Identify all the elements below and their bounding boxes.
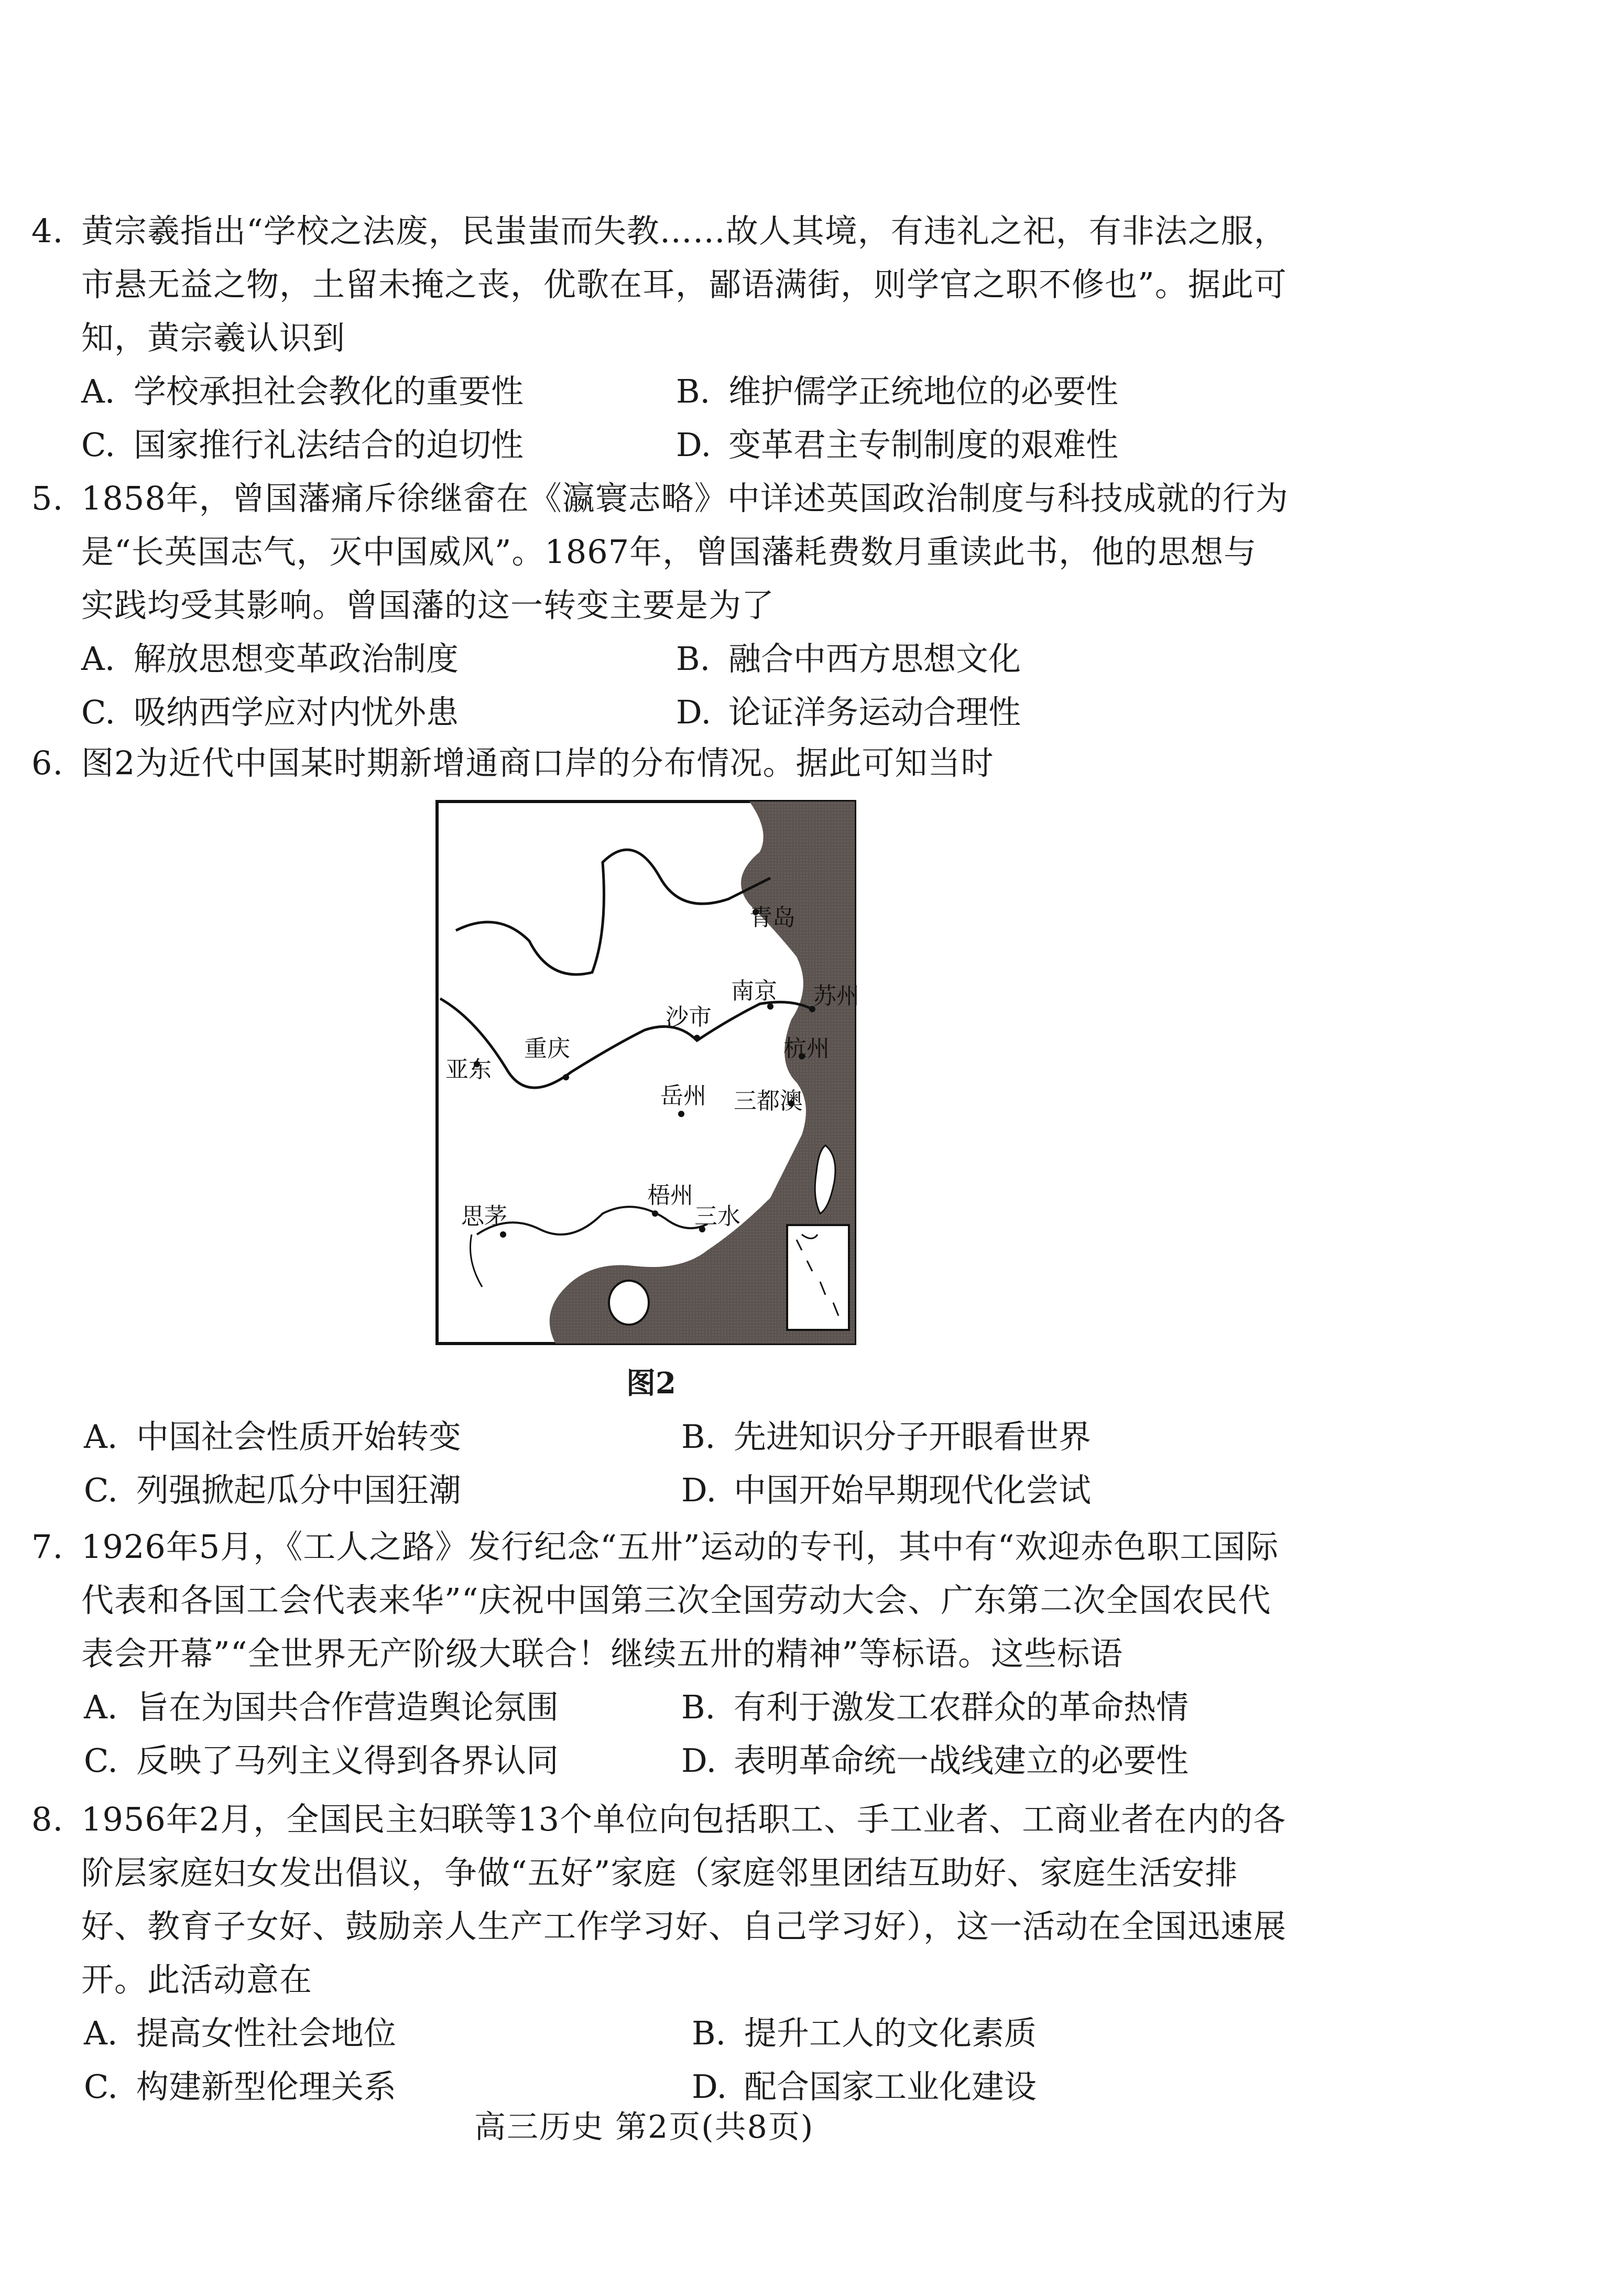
question-7-number: 7. bbox=[31, 1528, 64, 1566]
question-5-option-a[interactable] bbox=[81, 632, 459, 686]
question-4 bbox=[31, 204, 1289, 472]
question-8 bbox=[31, 1793, 1289, 2114]
option-label: C. bbox=[81, 426, 115, 464]
question-6-options bbox=[31, 1410, 1289, 1517]
question-4-text: 黄宗羲指出“学校之法废，民蚩蚩而失教……故人其境，有违礼之祀，有非法之服，市悬无益之物，土留未掩之丧，优歌在耳，鄙语满街，则学官之职不修也”。据此可知，黄宗羲认识到 bbox=[81, 212, 1287, 357]
question-4-number: 4. bbox=[31, 212, 64, 250]
hainan-island bbox=[609, 1281, 649, 1325]
option-label: A. bbox=[81, 372, 115, 410]
option-text: 变革君主专制制度的艰难性 bbox=[728, 426, 1119, 464]
option-label: B. bbox=[676, 640, 711, 678]
option-text: 配合国家工业化建设 bbox=[744, 2067, 1037, 2106]
label-sanduao: 三都澳 bbox=[734, 1088, 803, 1114]
question-7-options-row-1 bbox=[31, 1681, 1289, 1734]
question-6-options-row-2 bbox=[31, 1464, 1289, 1517]
option-text: 维护儒学正统地位的必要性 bbox=[728, 372, 1119, 410]
question-5-options-row-1 bbox=[31, 632, 1289, 686]
question-7-stem bbox=[31, 1520, 1289, 1681]
page-footer: 高三历史 第2页(共8页) bbox=[474, 2109, 814, 2146]
option-text: 国家推行礼法结合的迫切性 bbox=[134, 426, 524, 464]
option-label: D. bbox=[676, 426, 712, 464]
question-5-option-d[interactable] bbox=[676, 686, 1021, 739]
option-text: 有利于激发工农群众的革命热情 bbox=[734, 1688, 1189, 1726]
label-hangzhou: 杭州 bbox=[783, 1035, 830, 1062]
option-label: A. bbox=[84, 1688, 118, 1726]
option-label: A. bbox=[84, 1417, 118, 1456]
question-6-number: 6. bbox=[31, 744, 64, 782]
option-label: C. bbox=[84, 2067, 118, 2106]
question-8-option-c[interactable] bbox=[84, 2060, 396, 2114]
question-8-text: 1956年2月，全国民主妇联等13个单位向包括职工、手工业者、工商业者在内的各阶层家庭妇女发出倡议，争做“五好”家庭（家庭邻里团结互助好、家庭生活安排好、教育子女好、鼓励亲人生产工作学习好、自己学习好），这一活动在全国迅速展开。此活动意在 bbox=[81, 1800, 1287, 1999]
option-label: D. bbox=[681, 1471, 717, 1509]
option-text: 表明革命统一战线建立的必要性 bbox=[734, 1741, 1189, 1780]
label-suzhou: 苏州 bbox=[813, 983, 857, 1010]
question-5-text: 1858年，曾国藩痛斥徐继畲在《瀛寰志略》中详述英国政治制度与科技成就的行为是“长英国志气，灭中国威风”。1867年，曾国藩耗费数月重读此书，他的思想与实践均受其影响。曾国藩的这一转变主要是为了 bbox=[81, 479, 1289, 624]
option-text: 解放思想变革政治制度 bbox=[134, 640, 459, 678]
question-4-option-c[interactable] bbox=[81, 418, 524, 472]
option-label: B. bbox=[681, 1688, 716, 1726]
question-6 bbox=[31, 737, 1289, 790]
option-label: A. bbox=[84, 2014, 118, 2052]
option-label: C. bbox=[81, 693, 115, 731]
option-text: 学校承担社会教化的重要性 bbox=[134, 372, 524, 410]
label-nanjing: 南京 bbox=[731, 978, 777, 1004]
option-label: B. bbox=[692, 2014, 726, 2052]
question-6-options-row-1 bbox=[31, 1410, 1289, 1464]
option-label: A. bbox=[81, 640, 115, 678]
question-5-number: 5. bbox=[31, 479, 64, 517]
option-text: 反映了马列主义得到各界认同 bbox=[136, 1741, 559, 1780]
label-shashi: 沙市 bbox=[666, 1004, 712, 1031]
question-8-stem bbox=[31, 1793, 1289, 2007]
option-label: C. bbox=[84, 1741, 118, 1780]
option-text: 中国社会性质开始转变 bbox=[136, 1417, 462, 1456]
option-label: B. bbox=[676, 372, 711, 410]
question-6-option-c[interactable] bbox=[84, 1464, 461, 1517]
map-caption: 图2 bbox=[626, 1366, 676, 1401]
question-8-option-b[interactable] bbox=[692, 2007, 1037, 2060]
question-4-stem bbox=[31, 204, 1289, 365]
question-6-option-a[interactable] bbox=[84, 1410, 461, 1464]
question-4-option-b[interactable] bbox=[676, 365, 1118, 418]
port-dot-wuzhou bbox=[652, 1210, 658, 1217]
option-text: 旨在为国共合作营造舆论氛围 bbox=[136, 1688, 559, 1726]
label-wuzhou: 梧州 bbox=[647, 1182, 693, 1209]
option-text: 论证洋务运动合理性 bbox=[728, 693, 1021, 731]
port-dot-yuezhou bbox=[678, 1111, 684, 1117]
question-7-option-c[interactable] bbox=[84, 1734, 559, 1788]
question-5-option-c[interactable] bbox=[81, 686, 459, 739]
option-label: D. bbox=[681, 1741, 717, 1780]
port-dot-shashi bbox=[694, 1035, 700, 1041]
question-5-options-row-2 bbox=[31, 686, 1289, 739]
question-6-option-b[interactable] bbox=[681, 1410, 1091, 1464]
question-7-text: 1926年5月，《工人之路》发行纪念“五卅”运动的专刊，其中有“欢迎赤色职工国际代表和各国工会代表来华”“庆祝中国第三次全国劳动大会、广东第二次全国农民代表会开幕”“全世界无产阶级大联合！继续五卅的精神”等标语。这些标语 bbox=[81, 1528, 1279, 1673]
question-5-stem bbox=[31, 472, 1289, 632]
option-text: 构建新型伦理关系 bbox=[136, 2067, 397, 2106]
label-yadong: 亚东 bbox=[445, 1056, 492, 1083]
option-text: 融合中西方思想文化 bbox=[728, 640, 1021, 678]
question-7-option-d[interactable] bbox=[681, 1734, 1189, 1788]
question-5 bbox=[31, 472, 1289, 739]
question-7 bbox=[31, 1520, 1289, 1788]
option-text: 提高女性社会地位 bbox=[136, 2014, 397, 2052]
question-8-option-a[interactable] bbox=[84, 2007, 396, 2060]
question-8-number: 8. bbox=[31, 1800, 64, 1838]
option-label: B. bbox=[681, 1417, 716, 1456]
question-7-options-row-2 bbox=[31, 1734, 1289, 1788]
label-qingdao: 青岛 bbox=[749, 904, 795, 931]
option-text: 先进知识分子开眼看世界 bbox=[734, 1417, 1092, 1456]
label-yuezhou: 岳州 bbox=[660, 1082, 706, 1109]
question-6-text: 图2为近代中国某时期新增通商口岸的分布情况。据此可知当时 bbox=[81, 744, 994, 782]
question-6-stem bbox=[31, 737, 1289, 790]
label-simao: 思茅 bbox=[461, 1203, 507, 1230]
port-dot-chongqing bbox=[563, 1074, 569, 1080]
option-label: D. bbox=[676, 693, 712, 731]
question-4-option-a[interactable] bbox=[81, 365, 524, 418]
option-text: 吸纳西学应对内忧外患 bbox=[134, 693, 459, 731]
question-6-option-d[interactable] bbox=[681, 1464, 1091, 1517]
option-label: D. bbox=[692, 2067, 727, 2106]
option-text: 中国开始早期现代化尝试 bbox=[734, 1471, 1092, 1509]
question-7-option-a[interactable] bbox=[84, 1681, 559, 1734]
option-label: C. bbox=[84, 1471, 118, 1509]
port-dot-simao bbox=[500, 1231, 506, 1238]
label-sanshui: 三水 bbox=[694, 1203, 740, 1230]
option-text: 列强掀起瓜分中国狂潮 bbox=[136, 1471, 462, 1509]
question-5-option-b[interactable] bbox=[676, 632, 1021, 686]
question-4-options-row-1 bbox=[31, 365, 1289, 418]
option-text: 提升工人的文化素质 bbox=[744, 2014, 1037, 2052]
map-figure bbox=[435, 799, 857, 1346]
question-4-options-row-2 bbox=[31, 418, 1289, 472]
question-7-option-b[interactable] bbox=[681, 1681, 1189, 1734]
question-8-options-row-1 bbox=[31, 2007, 1289, 2060]
treaty-ports-map bbox=[435, 799, 857, 1346]
label-chongqing: 重庆 bbox=[524, 1035, 570, 1062]
question-4-option-d[interactable] bbox=[676, 418, 1118, 472]
